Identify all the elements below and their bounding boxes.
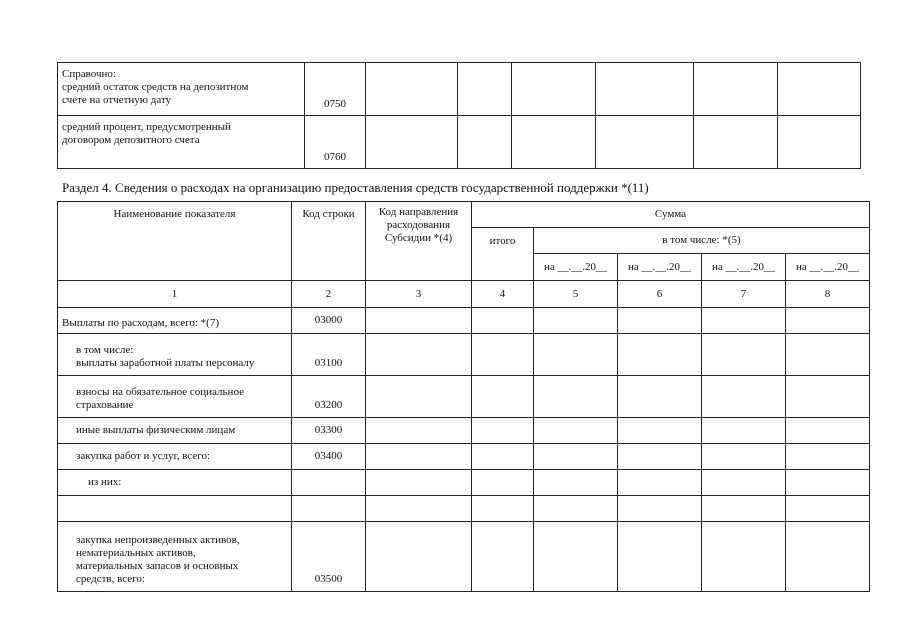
- col-number: 8: [786, 281, 870, 308]
- value-cell[interactable]: [366, 376, 472, 418]
- table-row: [58, 522, 870, 592]
- value-cell[interactable]: [534, 334, 618, 376]
- col-number: 5: [534, 281, 618, 308]
- value-cell[interactable]: [534, 418, 618, 444]
- value-cell[interactable]: [472, 470, 534, 496]
- table-row: [58, 470, 870, 496]
- row-code: 0760: [305, 116, 366, 169]
- value-cell[interactable]: [472, 522, 534, 592]
- value-cell[interactable]: [472, 376, 534, 418]
- header-period: на __.__.20__: [702, 254, 786, 281]
- value-cell[interactable]: [596, 116, 694, 169]
- value-cell[interactable]: [778, 63, 861, 116]
- row-name: иные выплаты физическим лицам: [58, 418, 292, 444]
- value-cell[interactable]: [366, 444, 472, 470]
- value-cell[interactable]: [534, 496, 618, 522]
- value-cell[interactable]: [366, 418, 472, 444]
- row-code: 03400: [292, 444, 366, 470]
- row-code: 03300: [292, 418, 366, 444]
- row-name: закупка непроизведенных активов, нематериальных активов, материальных запасов и основных средств, всего:: [58, 522, 292, 592]
- value-cell[interactable]: [618, 308, 702, 334]
- table-row: [58, 418, 870, 444]
- row-name: Справочно: средний остаток средств на депозитном счете на отчетную дату: [58, 63, 305, 116]
- value-cell[interactable]: [366, 116, 458, 169]
- col-number: 6: [618, 281, 702, 308]
- table-row: [58, 308, 870, 334]
- value-cell[interactable]: [786, 334, 870, 376]
- value-cell[interactable]: [472, 418, 534, 444]
- row-code: 0750: [305, 63, 366, 116]
- table-row: [58, 116, 861, 169]
- value-cell[interactable]: [472, 334, 534, 376]
- value-cell[interactable]: [534, 376, 618, 418]
- value-cell[interactable]: [596, 63, 694, 116]
- reference-table: [57, 62, 861, 169]
- value-cell[interactable]: [618, 470, 702, 496]
- row-code: 03000: [292, 308, 366, 334]
- header-incl: в том числе: *(5): [534, 228, 870, 254]
- value-cell[interactable]: [702, 334, 786, 376]
- value-cell[interactable]: [778, 116, 861, 169]
- value-cell[interactable]: [618, 496, 702, 522]
- header-direction: Код направления расходования Субсидии *(4): [366, 202, 472, 281]
- value-cell[interactable]: [618, 444, 702, 470]
- value-cell[interactable]: [618, 376, 702, 418]
- row-name: в том числе: выплаты заработной платы персоналу: [58, 334, 292, 376]
- row-name: взносы на обязательное социальное страхование: [58, 376, 292, 418]
- row-name: [58, 496, 292, 522]
- value-cell[interactable]: [534, 308, 618, 334]
- value-cell[interactable]: [534, 470, 618, 496]
- table-row: [58, 63, 861, 116]
- value-cell[interactable]: [618, 522, 702, 592]
- row-code: 03500: [292, 522, 366, 592]
- value-cell[interactable]: [512, 116, 596, 169]
- value-cell[interactable]: [366, 496, 472, 522]
- header-code: Код строки: [292, 202, 366, 281]
- row-code: 03200: [292, 376, 366, 418]
- value-cell[interactable]: [694, 116, 778, 169]
- header-period: на __.__.20__: [618, 254, 702, 281]
- header-row: [58, 202, 870, 228]
- value-cell[interactable]: [472, 444, 534, 470]
- value-cell[interactable]: [786, 376, 870, 418]
- value-cell[interactable]: [366, 470, 472, 496]
- table-row: [58, 334, 870, 376]
- row-code: [292, 496, 366, 522]
- value-cell[interactable]: [618, 418, 702, 444]
- header-total: итого: [472, 228, 534, 281]
- value-cell[interactable]: [702, 308, 786, 334]
- value-cell[interactable]: [786, 308, 870, 334]
- col-number: 2: [292, 281, 366, 308]
- row-name: Выплаты по расходам, всего: *(7): [58, 308, 292, 334]
- value-cell[interactable]: [534, 522, 618, 592]
- value-cell[interactable]: [702, 470, 786, 496]
- value-cell[interactable]: [786, 522, 870, 592]
- value-cell[interactable]: [694, 63, 778, 116]
- value-cell[interactable]: [786, 470, 870, 496]
- value-cell[interactable]: [786, 496, 870, 522]
- table-row: [58, 496, 870, 522]
- value-cell[interactable]: [786, 418, 870, 444]
- value-cell[interactable]: [702, 496, 786, 522]
- value-cell[interactable]: [458, 63, 512, 116]
- value-cell[interactable]: [702, 522, 786, 592]
- row-name: средний процент, предусмотренный договором депозитного счета: [58, 116, 305, 169]
- col-number: 4: [472, 281, 534, 308]
- col-number: 3: [366, 281, 472, 308]
- header-sum: Сумма: [472, 202, 870, 228]
- value-cell[interactable]: [702, 444, 786, 470]
- expenses-table: [57, 201, 870, 592]
- col-number: 7: [702, 281, 786, 308]
- value-cell[interactable]: [472, 308, 534, 334]
- value-cell[interactable]: [366, 63, 458, 116]
- header-period: на __.__.20__: [534, 254, 618, 281]
- row-name: закупка работ и услуг, всего:: [58, 444, 292, 470]
- value-cell[interactable]: [366, 522, 472, 592]
- value-cell[interactable]: [366, 308, 472, 334]
- value-cell[interactable]: [472, 496, 534, 522]
- row-code: 03100: [292, 334, 366, 376]
- value-cell[interactable]: [366, 334, 472, 376]
- column-numbers-row: [58, 281, 870, 308]
- value-cell[interactable]: [458, 116, 512, 169]
- value-cell[interactable]: [702, 376, 786, 418]
- value-cell[interactable]: [702, 418, 786, 444]
- table-row: [58, 376, 870, 418]
- value-cell[interactable]: [512, 63, 596, 116]
- value-cell[interactable]: [534, 444, 618, 470]
- table-row: [58, 444, 870, 470]
- header-name: Наименование показателя: [58, 202, 292, 281]
- row-code: [292, 470, 366, 496]
- section-title: Раздел 4. Сведения о расходах на организацию предоставления средств государственной поддержки *(11): [62, 180, 649, 195]
- value-cell[interactable]: [618, 334, 702, 376]
- header-period: на __.__.20__: [786, 254, 870, 281]
- row-name: из них:: [58, 470, 292, 496]
- col-number: 1: [58, 281, 292, 308]
- value-cell[interactable]: [786, 444, 870, 470]
